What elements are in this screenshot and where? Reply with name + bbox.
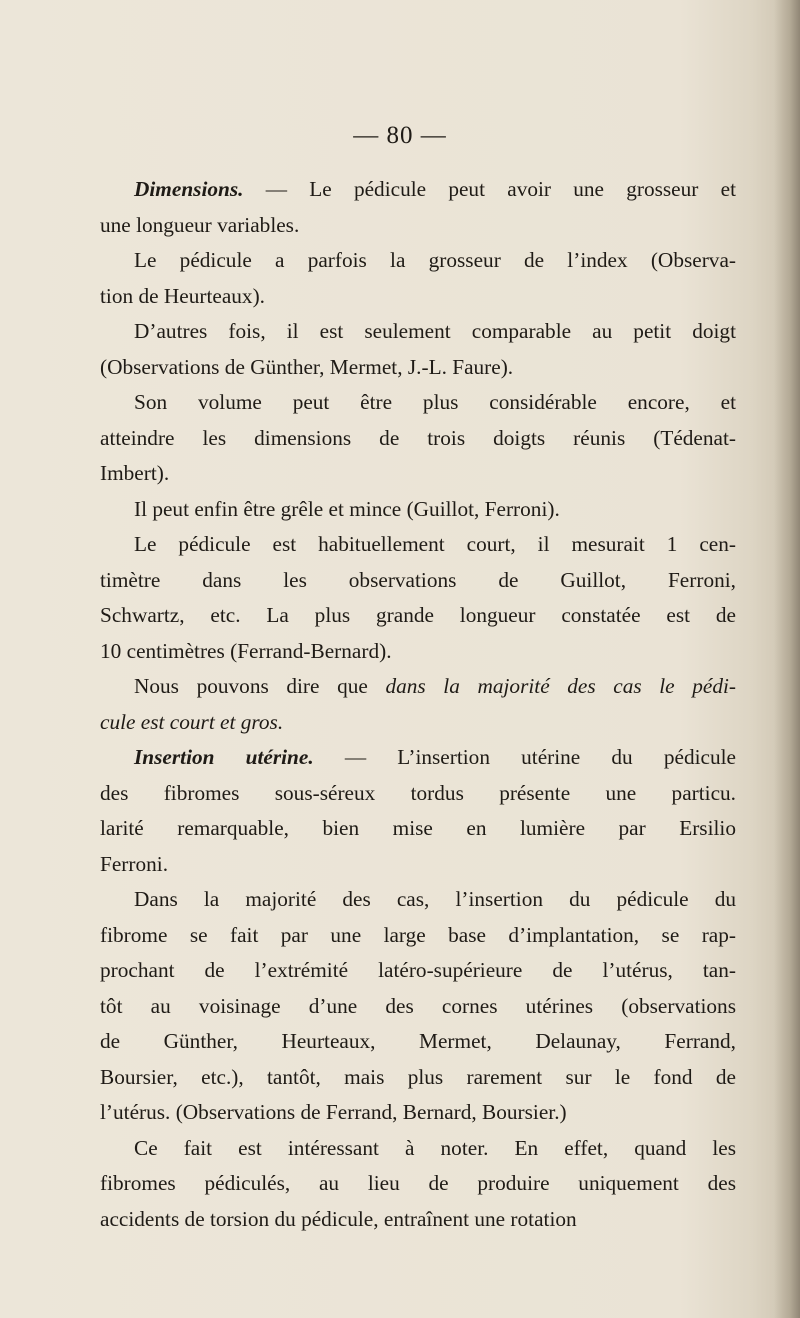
text-line xyxy=(100,243,736,279)
text-line xyxy=(100,563,736,599)
text-line xyxy=(100,527,736,563)
text-line xyxy=(100,208,736,244)
text-run: Ferroni. xyxy=(100,851,169,876)
section-heading: Insertion utérine. xyxy=(134,745,314,769)
text-line xyxy=(100,172,736,208)
text-run: Il peut enfin être grêle et mince (Guillot, Ferroni). xyxy=(134,496,560,521)
text-run: Le pédicule est habituellement court, il mesurait 1 cen- xyxy=(134,532,736,556)
text-run: l’utérus. (Observations de Ferrand, Bernard, Boursier.) xyxy=(100,1100,567,1124)
page-number: — 80 — xyxy=(353,122,447,149)
text-run: fibromes pédiculés, au lieu de produire uniquement des xyxy=(100,1171,736,1195)
text-run: — Le pédicule peut avoir une grosseur et xyxy=(243,177,736,201)
text-run: atteindre les dimensions de trois doigts réunis (Tédenat- xyxy=(100,425,736,450)
text-line xyxy=(100,385,736,421)
text-run: Son volume peut être plus considérable encore, et xyxy=(134,390,736,414)
text-run: Schwartz, etc. La plus grande longueur constatée est de xyxy=(100,603,736,627)
text-run: Le pédicule a parfois la grosseur de l’index (Observa- xyxy=(134,248,736,272)
text-line xyxy=(100,953,736,989)
text-line xyxy=(100,279,736,315)
text-run: de Günther, Heurteaux, Mermet, Delaunay, Ferrand, xyxy=(100,1029,736,1053)
body-text xyxy=(100,172,736,1237)
text-line xyxy=(100,882,736,918)
text-line xyxy=(100,1095,736,1131)
text-run: Ce fait est intéressant à noter. En effet, quand les xyxy=(134,1135,736,1160)
text-line xyxy=(100,1024,736,1060)
text-line xyxy=(100,847,736,883)
text-line xyxy=(100,1131,736,1167)
text-line xyxy=(100,350,736,386)
text-run: (Observations de Günther, Mermet, J.-L. Faure). xyxy=(100,354,514,379)
text-line xyxy=(100,740,736,776)
text-line xyxy=(100,421,736,457)
section-heading: Dimensions. xyxy=(134,177,244,201)
text-run: une longueur variables. xyxy=(100,212,300,237)
text-line xyxy=(100,314,736,350)
text-line xyxy=(100,1166,736,1202)
text-line xyxy=(100,989,736,1025)
italic-emphasis: cule est court et gros. xyxy=(100,709,284,734)
page-edge-shadow xyxy=(774,0,800,1318)
text-line xyxy=(100,1202,736,1238)
text-run: Imbert). xyxy=(100,461,170,485)
text-run: Dans la majorité des cas, l’insertion du pédicule du xyxy=(134,887,736,911)
text-line xyxy=(100,1060,736,1096)
text-line xyxy=(100,811,736,847)
text-line xyxy=(100,705,736,741)
text-line xyxy=(100,492,736,528)
text-run: timètre dans les observations de Guillot, Ferroni, xyxy=(100,567,736,592)
italic-emphasis: dans la majorité des cas le pédi- xyxy=(385,674,736,698)
text-line xyxy=(100,776,736,812)
text-line xyxy=(100,598,736,634)
text-run: 10 centimètres (Ferrand-Bernard). xyxy=(100,638,392,663)
text-run: prochant de l’extrémité latéro-supérieure de l’utérus, tan- xyxy=(100,958,736,982)
text-run: Boursier, etc.), tantôt, mais plus rarement sur le fond de xyxy=(100,1064,736,1089)
text-run: fibrome se fait par une large base d’implantation, se rap- xyxy=(100,922,736,947)
text-run: accidents de torsion du pédicule, entraînent une rotation xyxy=(100,1206,577,1231)
text-line xyxy=(100,634,736,670)
text-line xyxy=(100,669,736,705)
text-run: larité remarquable, bien mise en lumière par Ersilio xyxy=(100,816,736,840)
text-line xyxy=(100,918,736,954)
text-run: — L’insertion utérine du pédicule xyxy=(313,745,736,769)
text-run: tion de Heurteaux). xyxy=(100,283,265,308)
text-run: tôt au voisinage d’une des cornes utérines (observations xyxy=(100,993,736,1018)
text-line xyxy=(100,456,736,492)
text-run: D’autres fois, il est seulement comparable au petit doigt xyxy=(134,319,736,343)
text-run: Nous pouvons dire que xyxy=(134,674,386,698)
text-run: des fibromes sous-séreux tordus présente une particu. xyxy=(100,780,736,805)
